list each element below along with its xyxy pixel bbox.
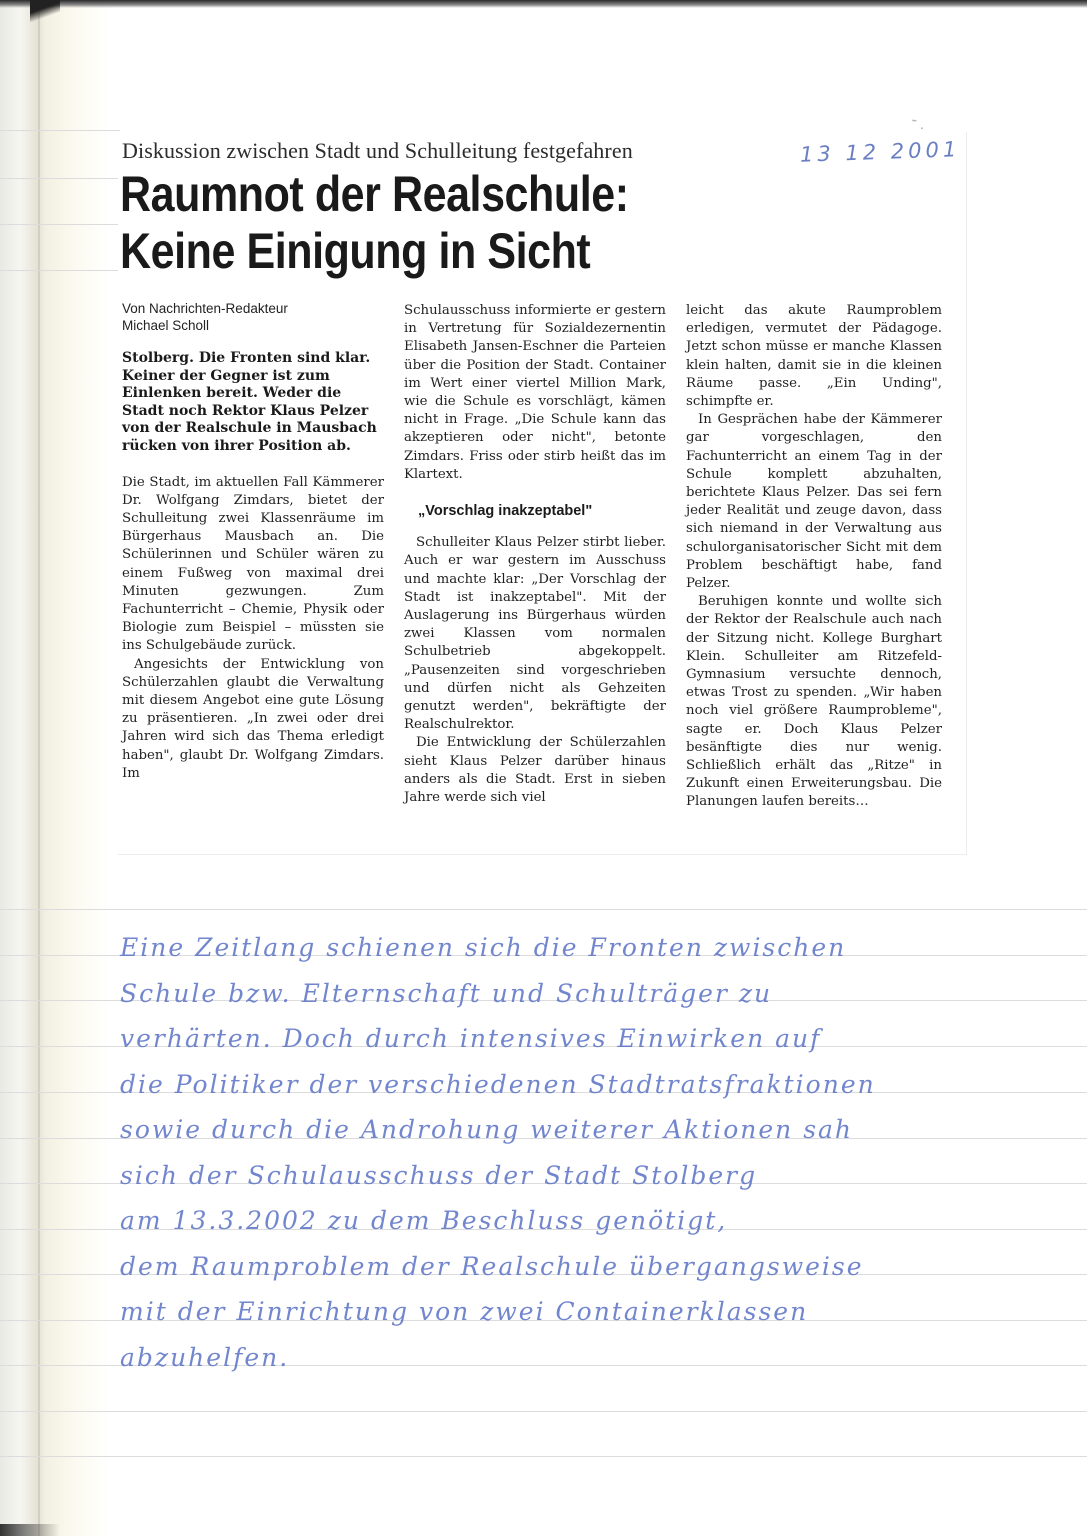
ruled-line xyxy=(0,1411,1087,1412)
article-paragraph: leicht das akute Raumproblem erledigen, vermutet der Pädagoge. Jetzt schon müsse er manche Klassen klein halten, damit sie in die kleinen Räume passe. „Ein Unding", schimpfte er. xyxy=(686,303,942,410)
article-paragraph: Die Entwicklung der Schülerzahlen sieht Klaus Pelzer darüber hinaus anders als die Stadt. Erst in sieben Jahre werde sich viel xyxy=(404,735,666,806)
article-paragraph: Schulausschuss informierte er gestern in Vertretung für Sozialdezernentin Elisabeth Jansen-Eschner die Parteien über die Position der Stadt. Container im Wert einer viertel Million Mark, wie die Schule es vorschlägt, kämen nicht in Frage. „Die Schule kann das akzeptieren oder nicht", betonte Zimdars. Friss oder stirb heißt das im Klartext. xyxy=(404,303,666,482)
article-paragraph: Angesichts der Entwicklung von Schülerzahlen glaubt die Verwaltung mit diesem Angebot eine gute Lösung zu präsentieren. „In zwei oder drei Jahren wird sich das Thema erledigt haben", glaubt Dr. Wolfgang Zimdars. Im xyxy=(122,656,384,781)
handwritten-line: abzuhelfen. xyxy=(120,1342,290,1372)
handwritten-line: dem Raumproblem der Realschule übergangsweise xyxy=(120,1251,864,1281)
article-subheading: „Vorschlag inakzeptabel" xyxy=(418,503,593,520)
article-byline xyxy=(122,300,384,334)
article-paragraph: Die Stadt, im aktuellen Fall Kämmerer Dr. Wolfgang Zimdars, bietet der Schulleitung zwei Klassenräume im Bürgerhaus Mausbach an. Die Schülerinnen und Schüler wären zu einem Fußweg von maximal drei Minuten gezwungen. Zum Fachunterricht – Chemie, Physik oder Biologie zum Beispiel – müssten sie ins Schulgebäude zurück. xyxy=(122,474,384,654)
newspaper-clipping xyxy=(118,132,967,855)
handwritten-line: Eine Zeitlang schienen sich die Fronten zwischen xyxy=(120,933,847,962)
handwritten-line: mit der Einrichtung von zwei Containerklassen xyxy=(120,1297,809,1326)
byline-author: Michael Scholl xyxy=(122,318,210,333)
article-column-3 xyxy=(686,302,942,812)
ruled-line xyxy=(0,270,120,271)
headline-line-2: Keine Einigung in Sicht xyxy=(120,223,591,279)
headline-line-1: Raumnot der Realschule: xyxy=(120,166,629,222)
article-column-1 xyxy=(122,300,384,783)
handwritten-date: 13 12 2001 xyxy=(799,137,961,167)
article-kicker: Diskussion zwischen Stadt und Schulleitung festgefahren xyxy=(122,138,633,163)
ruled-line xyxy=(0,224,120,225)
handwritten-line: sowie durch die Androhung weiterer Aktionen sah xyxy=(120,1115,854,1144)
article-headline xyxy=(120,166,774,280)
ruled-line xyxy=(0,1456,1087,1457)
handwritten-line: die Politiker der verschiedenen Stadtratsfraktionen xyxy=(120,1069,876,1099)
binding-fold xyxy=(38,0,40,1536)
article-paragraph: In Gesprächen habe der Kämmerer gar vorgeschlagen, den Fachunterricht an einem Tag in der Schule komplett abzuhalten, berichtete Klaus Pelzer. Das sei fern jeder Realität und zeuge davon, dass sich niemand in der Verwaltung aus schulorganisatorischer Sicht mit dem Problem beschäftigt habe, fand Pelzer. xyxy=(686,412,942,592)
article-column-2 xyxy=(404,302,666,807)
handwritten-line: verhärten. Doch durch intensives Einwirken auf xyxy=(120,1024,822,1053)
page-top-edge xyxy=(0,0,1087,8)
handwritten-line: Schule bzw. Elternschaft und Schulträger zu xyxy=(120,978,773,1008)
handwritten-line: sich der Schulausschuss der Stadt Stolberg xyxy=(120,1160,758,1190)
ruled-line xyxy=(0,909,1087,910)
handwritten-note xyxy=(120,925,1000,1380)
stray-mark: ˜ . xyxy=(912,118,924,133)
page-bottom-edge xyxy=(0,1524,60,1536)
notebook-binding xyxy=(0,0,110,1536)
page-corner-shadow xyxy=(30,0,60,22)
article-paragraph: Schulleiter Klaus Pelzer stirbt lieber. Auch er war gestern im Ausschuss und machte klar: „Der Vorschlag der Stadt ist inakzeptabel". Mit der Auslagerung ins Bürgerhaus würden zwei Klassen vom normalen Schulbetrieb abgekoppelt. „Pausenzeiten sind vorgeschrieben und dürfen nicht als Gehzeiten genutzt werden", bekräftigte der Realschulrektor. xyxy=(404,535,666,733)
ruled-line xyxy=(0,178,120,179)
handwritten-line: am 13.3.2002 zu dem Beschluss genötigt, xyxy=(120,1206,728,1235)
byline-role: Von Nachrichten-Redakteur xyxy=(122,301,288,316)
ruled-line xyxy=(0,130,120,131)
article-paragraph: Beruhigen konnte und wollte sich der Rektor der Realschule auch nach der Sitzung nicht. Kollege Burghart Klein. Schulleiter am Ritzefeld-Gymnasium versuchte dennoch, etwas Trost zu spenden. „Wir haben noch viel größere Raumprobleme", sagte er. Doch Klaus Pelzer besänftigte dies nur wenig. Schließlich erhält das „Ritze" in Zukunft einen Erweiterungsbau. Die Planungen laufen bereits… xyxy=(686,594,942,810)
article-lead: Stolberg. Die Fronten sind klar. Keiner der Gegner ist zum Einlenken bereit. Weder die Stadt noch Rektor Klaus Pelzer von der Realschule in Mausbach rücken von ihrer Position ab. xyxy=(122,350,377,454)
